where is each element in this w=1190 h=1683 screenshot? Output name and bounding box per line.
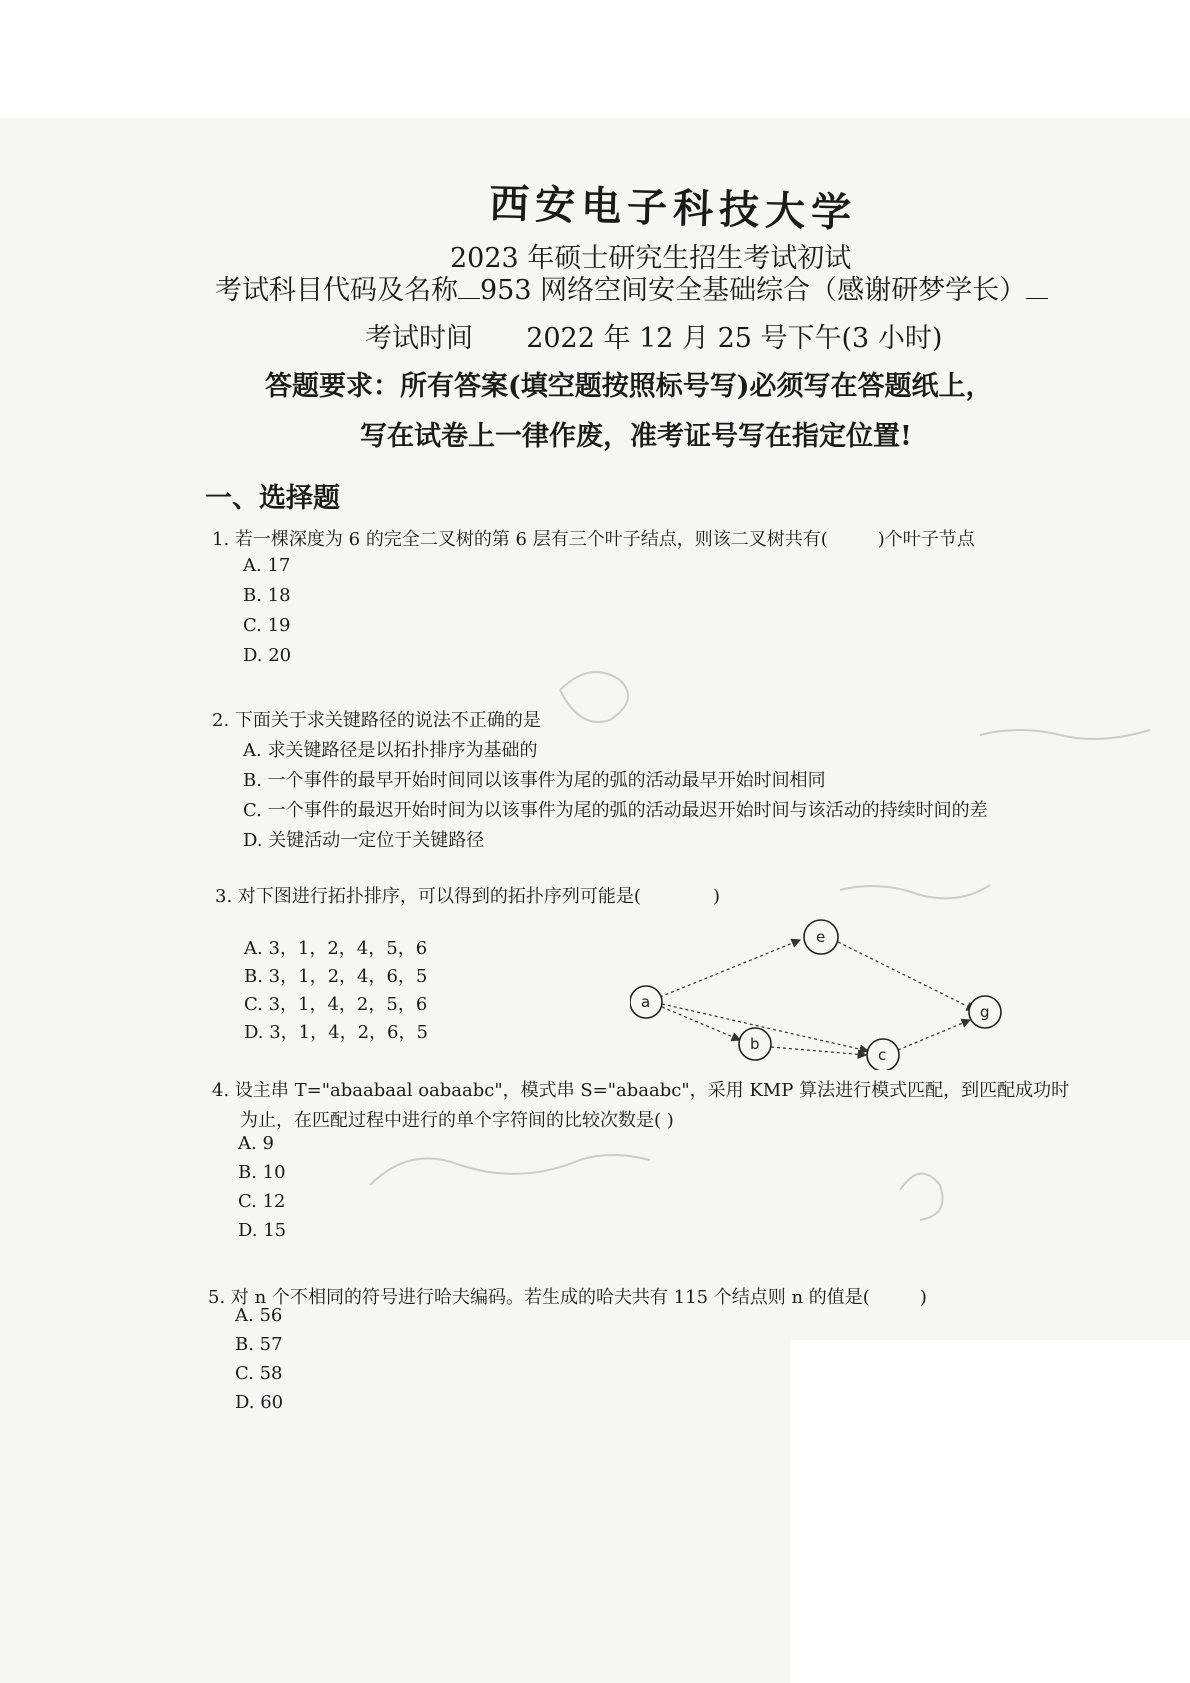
option-b: B. 10: [238, 1162, 286, 1183]
question-4: [212, 1076, 1069, 1102]
graph-node-g: [969, 996, 1001, 1028]
edge-a-b: [662, 1007, 740, 1040]
question-number: 3.: [215, 886, 233, 907]
option-d: D. 3，1，4，2，6，5: [244, 1022, 428, 1043]
exam-title: 2023 年硕士研究生招生考试初试: [450, 243, 852, 274]
topology-graph: [630, 910, 1010, 1070]
question-1: [212, 525, 975, 551]
option-b: B. 3，1，2，4，6，5: [244, 966, 428, 987]
underline: [458, 298, 480, 299]
option-c: C. 3，1，4，2，5，6: [244, 994, 428, 1015]
scribble-mark: [560, 672, 628, 722]
option-b: B. 一个事件的最早开始时间同以该事件为尾的弧的活动最早开始时间相同: [243, 770, 826, 791]
scribble-mark: [900, 1174, 943, 1220]
question-text-end: ): [712, 886, 720, 907]
node-label: g: [980, 1003, 990, 1021]
underline: [1026, 298, 1048, 299]
graph-node-a: [630, 986, 662, 1018]
scribble-mark: [840, 885, 990, 898]
node-label: a: [641, 993, 651, 1011]
option-c: C. 58: [235, 1363, 283, 1384]
edge-e-g: [838, 942, 975, 1010]
question-text-end: ): [919, 1287, 927, 1308]
option-a: A. 9: [238, 1133, 274, 1154]
section-title: 一、选择题: [205, 483, 340, 514]
option-c: C. 19: [243, 615, 291, 636]
graph-node-c: [867, 1039, 899, 1070]
time-label: 考试时间: [365, 323, 473, 354]
edge-a-e: [660, 940, 800, 997]
node-label: c: [878, 1046, 887, 1064]
requirement-line-1: 答题要求：所有答案(填空题按照标号写)必须写在答题纸上，: [265, 371, 993, 402]
subject-value: 953 网络空间安全基础综合（感谢研梦学长）: [480, 275, 1027, 306]
question-text: 对 n 个不相同的符号进行哈夫编码。若生成的哈夫共有 115 个结点则 n 的值是(: [230, 1287, 870, 1308]
edge-b-c: [771, 1047, 866, 1055]
option-d: D. 关键活动一定位于关键路径: [243, 830, 485, 851]
option-a: A. 56: [235, 1305, 283, 1326]
option-c: C. 一个事件的最迟开始时间为以该事件为尾的弧的活动最迟开始时间与该活动的持续时间的差: [243, 800, 988, 821]
option-d: D. 60: [235, 1392, 284, 1413]
question-number: 2.: [212, 710, 230, 731]
university-name: 西安电子科技大学: [488, 179, 858, 237]
option-b: B. 57: [235, 1334, 283, 1355]
option-a: A. 3，1，2，4，5，6: [244, 938, 428, 959]
graph-node-b: [739, 1028, 771, 1060]
scribble-mark: [370, 1155, 650, 1185]
requirement-line-2: 写在试卷上一律作废，准考证号写在指定位置!: [360, 421, 912, 452]
question-4-line-2: 为止，在匹配过程中进行的单个字符间的比较次数是( ): [240, 1110, 674, 1131]
option-d: D. 15: [238, 1220, 287, 1241]
question-text: 对下图进行拓扑排序，可以得到的拓扑序列可能是(: [237, 886, 641, 907]
question-number: 5.: [208, 1287, 226, 1308]
question-3: [215, 882, 720, 908]
question-text: 若一棵深度为 6 的完全二叉树的第 6 层有三个叶子结点，则该二叉树共有(: [234, 529, 828, 550]
question-text-end: )个叶子节点: [877, 529, 975, 550]
subject-label: 考试科目代码及名称: [215, 275, 458, 306]
question-number: 1.: [212, 529, 230, 550]
option-c: C. 12: [238, 1191, 286, 1212]
edge-c-g: [898, 1020, 970, 1050]
option-d: D. 20: [243, 645, 292, 666]
question-2: [212, 706, 541, 732]
time-value: 2022 年 12 月 25 号下午(3 小时): [526, 323, 943, 354]
subject-line: [215, 268, 1048, 307]
question-5: [208, 1283, 927, 1309]
option-a: A. 求关键路径是以拓扑排序为基础的: [243, 740, 538, 761]
node-label: e: [816, 928, 826, 946]
graph-node-e: [804, 920, 838, 954]
node-label: b: [750, 1035, 760, 1053]
time-line: [365, 316, 942, 355]
question-text: 设主串 T="abaabaal oabaabc"，模式串 S="abaabc"，采用 KMP 算法进行模式匹配，到匹配成功时: [234, 1080, 1070, 1101]
question-text: 下面关于求关键路径的说法不正确的是: [234, 710, 541, 731]
option-b: B. 18: [243, 585, 291, 606]
scribble-mark: [980, 730, 1150, 739]
option-a: A. 17: [243, 555, 291, 576]
question-number: 4.: [212, 1080, 230, 1101]
